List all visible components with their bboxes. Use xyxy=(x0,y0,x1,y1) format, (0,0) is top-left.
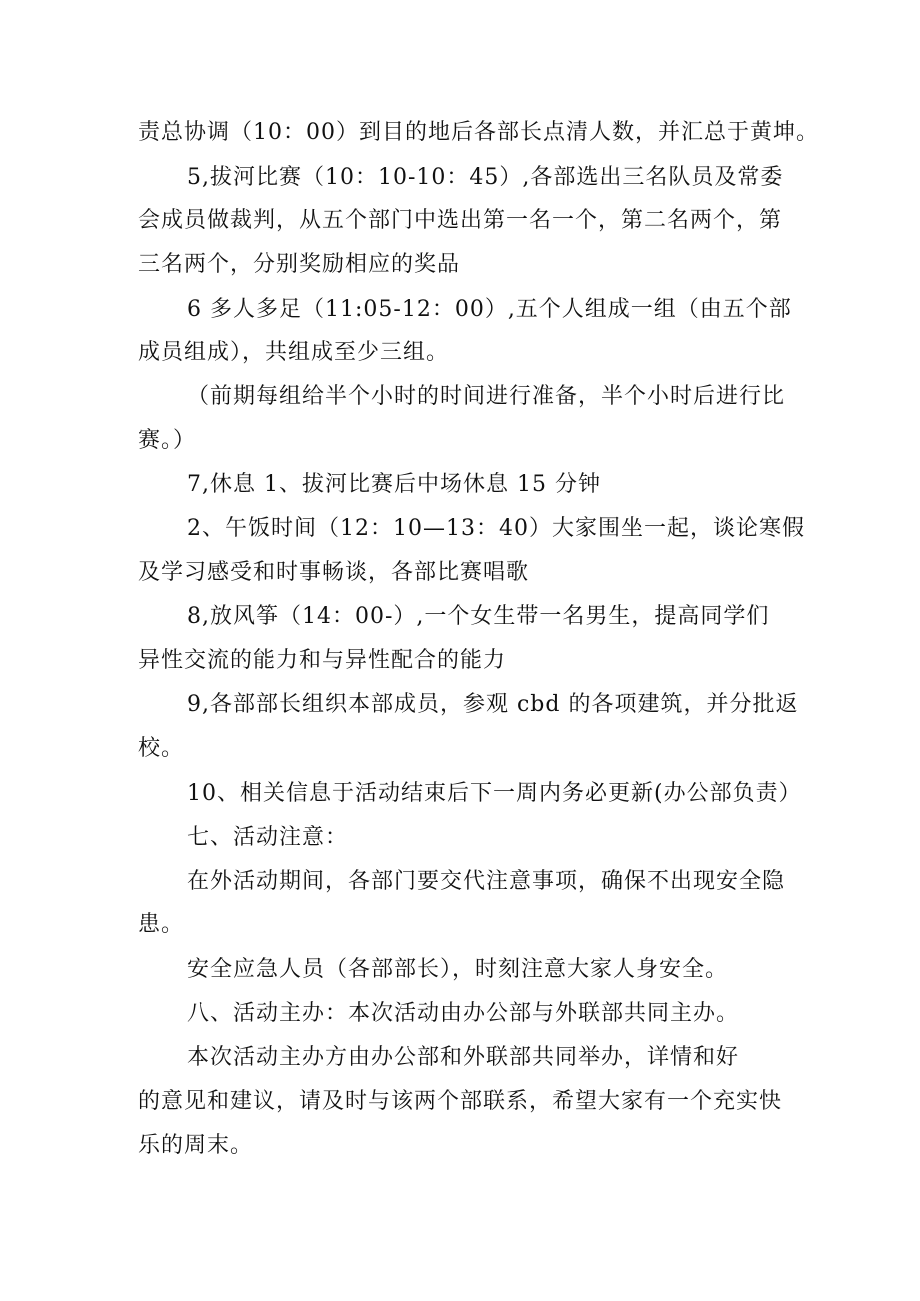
text-line: 及学习感受和时事畅谈，各部比赛唱歌 xyxy=(138,560,530,585)
text-line: （前期每组给半个小时的时间进行准备，半个小时后进行比 xyxy=(187,384,786,409)
section-heading: 七、活动注意： xyxy=(187,825,349,850)
text-line: 会成员做裁判，从五个部门中选出第一名一个，第二名两个，第 xyxy=(138,208,783,233)
text-line: 校。 xyxy=(138,736,185,761)
text-line: 5,拔河比赛（10：10-10：45）,各部选出三名队员及常委 xyxy=(187,165,784,190)
text-line: 2、午饭时间（12：10—13：40）大家围坐一起，谈论寒假 xyxy=(187,516,805,541)
text-line: 赛。） xyxy=(138,428,197,453)
text-line: 10、相关信息于活动结束后下一周内务必更新(办公部负责） xyxy=(187,781,802,806)
text-line: 责总协调（10：00）到目的地后各部长点清人数，并汇总于黄坤。 xyxy=(138,120,819,145)
text-line: 乐的周末。 xyxy=(138,1133,254,1158)
text-line: 三名两个，分别奖励相应的奖品 xyxy=(138,252,461,277)
text-line: 患。 xyxy=(138,912,185,937)
text-line: 6 多人多足（11:05-12：00）,五个人组成一组（由五个部 xyxy=(187,297,792,322)
text-line: 安全应急人员（各部部长），时刻注意大家人身安全。 xyxy=(187,957,729,982)
text-line: 8,放风筝（14：00-）,一个女生带一名男生，提高同学们 xyxy=(187,604,770,629)
text-line: 异性交流的能力和与异性配合的能力 xyxy=(138,648,507,673)
text-line: 成员组成），共组成至少三组。 xyxy=(138,340,450,365)
section-heading: 八、活动主办：本次活动由办公部与外联部共同主办。 xyxy=(187,1001,740,1026)
text-line: 9,各部部长组织本部成员，参观 cbd 的各项建筑，并分批返 xyxy=(187,692,799,717)
text-line: 在外活动期间，各部门要交代注意事项，确保不出现安全隐 xyxy=(187,869,786,894)
text-line: 7,休息 1、拔河比赛后中场休息 15 分钟 xyxy=(187,472,601,497)
text-line: 本次活动主办方由办公部和外联部共同举办，详情和好 xyxy=(187,1045,740,1070)
text-line: 的意见和建议，请及时与该两个部联系，希望大家有一个充实快 xyxy=(138,1089,783,1114)
